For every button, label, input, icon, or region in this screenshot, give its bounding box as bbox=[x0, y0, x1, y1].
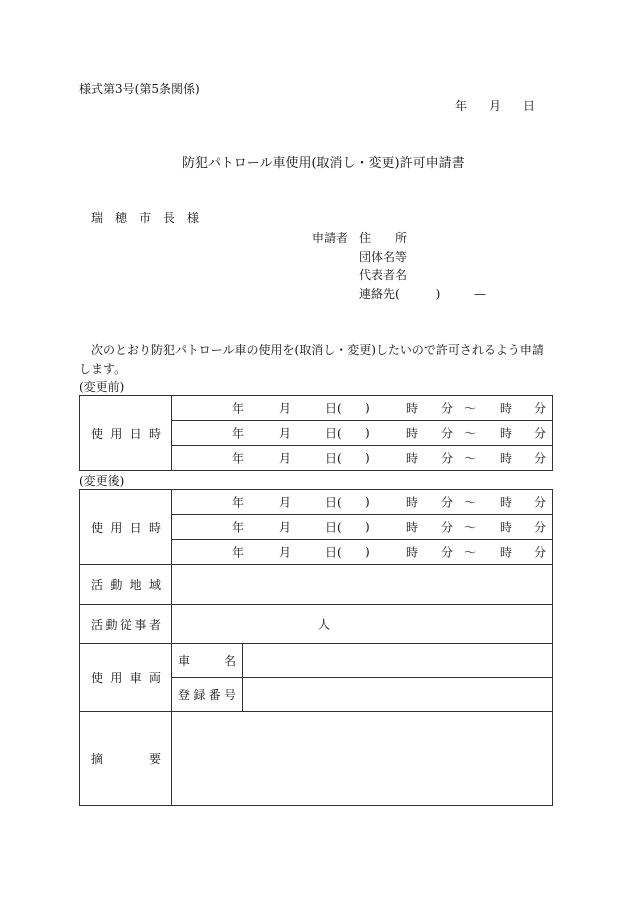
unit-tilde: ～ bbox=[464, 451, 477, 466]
vehicle-name-field[interactable] bbox=[243, 644, 553, 678]
after-datetime-row-3[interactable] bbox=[172, 540, 553, 565]
unit-month: 月 bbox=[279, 401, 292, 416]
unit-year: 年 bbox=[232, 426, 245, 441]
unit-month: 月 bbox=[279, 426, 292, 441]
unit-minute2: 分 bbox=[534, 545, 547, 560]
unit-month: 月 bbox=[279, 520, 292, 535]
applicant-rep-label: 代表者名 bbox=[359, 268, 408, 282]
applicant-org-label: 団体名等 bbox=[359, 250, 408, 264]
unit-hour: 時 bbox=[406, 520, 419, 535]
summary-field[interactable] bbox=[172, 712, 553, 806]
unit-year: 年 bbox=[232, 451, 245, 466]
date-year-unit: 年 bbox=[455, 99, 468, 113]
unit-month: 月 bbox=[279, 545, 292, 560]
participants-field[interactable] bbox=[172, 605, 553, 644]
summary-label: 摘 要 bbox=[80, 712, 172, 806]
unit-year: 年 bbox=[232, 495, 245, 510]
vehicle-reg-field[interactable] bbox=[243, 678, 553, 712]
unit-close: ) bbox=[365, 545, 370, 559]
date-day-unit: 日 bbox=[523, 99, 536, 113]
document-title: 防犯パトロール車使用(取消し・変更)許可申請書 bbox=[182, 156, 465, 171]
unit-minute: 分 bbox=[441, 520, 454, 535]
unit-year: 年 bbox=[232, 520, 245, 535]
after-datetime-row-2[interactable] bbox=[172, 515, 553, 540]
unit-hour2: 時 bbox=[500, 545, 513, 560]
unit-month: 月 bbox=[279, 495, 292, 510]
unit-close: ) bbox=[365, 401, 370, 415]
unit-minute: 分 bbox=[441, 545, 454, 560]
unit-close: ) bbox=[365, 520, 370, 534]
unit-day: 日( bbox=[325, 426, 342, 441]
unit-year: 年 bbox=[232, 401, 245, 416]
unit-hour: 時 bbox=[406, 545, 419, 560]
unit-minute2: 分 bbox=[534, 426, 547, 441]
vehicle-name-label: 車 名 bbox=[172, 644, 243, 678]
unit-minute2: 分 bbox=[534, 520, 547, 535]
unit-hour2: 時 bbox=[500, 495, 513, 510]
unit-close: ) bbox=[365, 495, 370, 509]
unit-tilde: ～ bbox=[464, 426, 477, 441]
date-header bbox=[0, 100, 630, 116]
applicant-contact-dash: — bbox=[474, 287, 486, 301]
before-datetime-row-1[interactable] bbox=[172, 396, 553, 421]
after-section-label: (変更後) bbox=[79, 474, 125, 488]
body-text: 次のとおり防犯パトロール車の使用を(取消し・変更)したいので許可されるよう申請します。 bbox=[79, 343, 544, 376]
unit-hour: 時 bbox=[406, 426, 419, 441]
after-table bbox=[79, 489, 553, 806]
before-section-label: (変更前) bbox=[79, 380, 125, 394]
activity-area-field[interactable] bbox=[172, 565, 553, 605]
unit-hour2: 時 bbox=[500, 520, 513, 535]
unit-minute2: 分 bbox=[534, 495, 547, 510]
date-month-unit: 月 bbox=[489, 99, 502, 113]
vehicle-label: 使用車両 bbox=[80, 644, 172, 712]
unit-close: ) bbox=[365, 426, 370, 440]
unit-day: 日( bbox=[325, 401, 342, 416]
unit-tilde: ～ bbox=[464, 495, 477, 510]
unit-day: 日( bbox=[325, 545, 342, 560]
participants-label: 活動従事者 bbox=[80, 605, 172, 644]
unit-minute: 分 bbox=[441, 451, 454, 466]
applicant-contact-label: 連絡先( ) bbox=[359, 287, 441, 301]
unit-hour: 時 bbox=[406, 495, 419, 510]
unit-tilde: ～ bbox=[464, 401, 477, 416]
after-datetime-label: 使用日時 bbox=[80, 490, 172, 565]
unit-minute: 分 bbox=[441, 495, 454, 510]
unit-tilde: ～ bbox=[464, 520, 477, 535]
before-table bbox=[79, 395, 553, 471]
unit-hour2: 時 bbox=[500, 401, 513, 416]
unit-day: 日( bbox=[325, 495, 342, 510]
unit-year: 年 bbox=[232, 545, 245, 560]
unit-day: 日( bbox=[325, 520, 342, 535]
form-number: 様式第3号(第5条関係) bbox=[79, 82, 200, 96]
unit-minute2: 分 bbox=[534, 401, 547, 416]
before-datetime-row-2[interactable] bbox=[172, 421, 553, 446]
activity-area-label: 活動地域 bbox=[80, 565, 172, 605]
unit-hour: 時 bbox=[406, 451, 419, 466]
unit-hour2: 時 bbox=[500, 451, 513, 466]
before-datetime-row-3[interactable] bbox=[172, 446, 553, 471]
vehicle-reg-label: 登録番号 bbox=[172, 678, 243, 712]
unit-hour: 時 bbox=[406, 401, 419, 416]
unit-close: ) bbox=[365, 451, 370, 465]
unit-day: 日( bbox=[325, 451, 342, 466]
applicant-label: 申請者 bbox=[312, 231, 349, 245]
unit-month: 月 bbox=[279, 451, 292, 466]
unit-hour2: 時 bbox=[500, 426, 513, 441]
addressee: 瑞 穂 市 長 様 bbox=[91, 211, 200, 225]
unit-minute: 分 bbox=[441, 426, 454, 441]
participants-unit: 人 bbox=[318, 617, 331, 632]
before-datetime-label: 使用日時 bbox=[80, 396, 172, 471]
unit-minute2: 分 bbox=[534, 451, 547, 466]
unit-minute: 分 bbox=[441, 401, 454, 416]
applicant-address-label: 住 所 bbox=[359, 231, 408, 245]
unit-tilde: ～ bbox=[464, 545, 477, 560]
after-datetime-row-1[interactable] bbox=[172, 490, 553, 515]
